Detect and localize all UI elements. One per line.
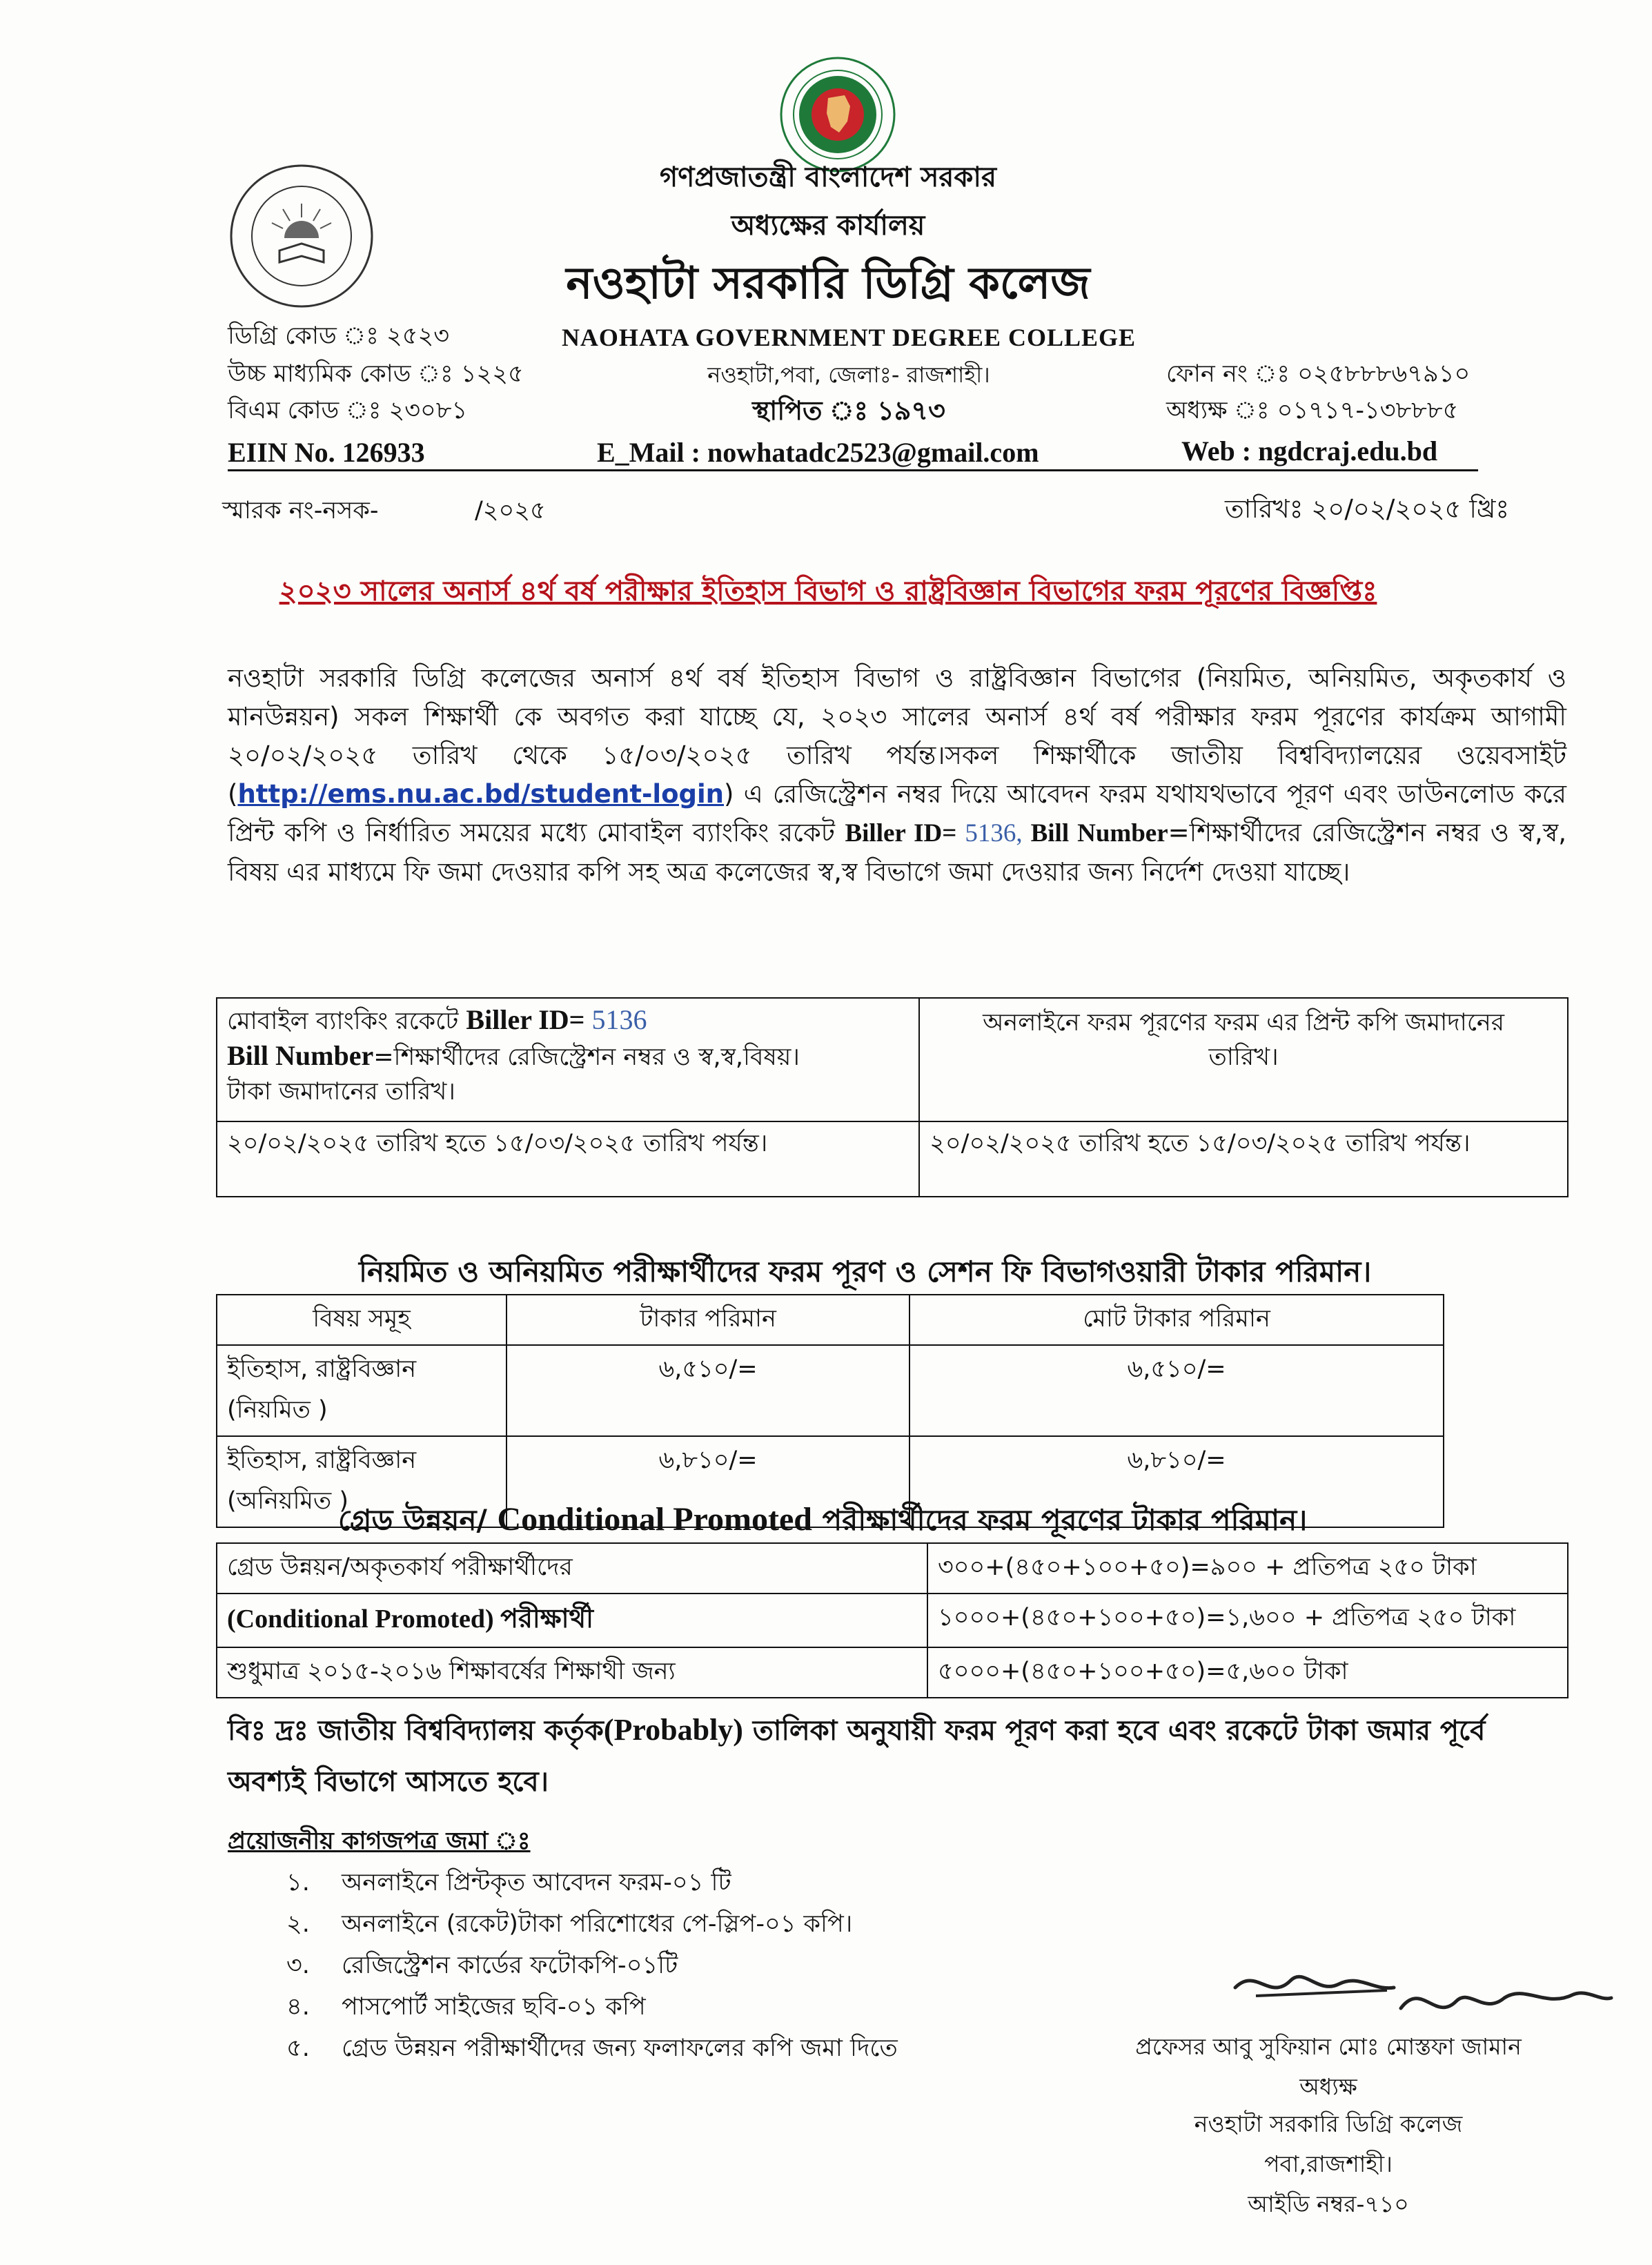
grade-improvement-table xyxy=(216,1542,1569,1698)
grade-cell: (Conditional Promoted) পরীক্ষার্থী xyxy=(217,1594,927,1647)
list-item-number: ৫. xyxy=(286,2034,310,2062)
principal-phone: অধ্যক্ষ ঃ ০১৭১৭-১৩৮৮৮৫ xyxy=(1166,397,1459,424)
payment-date-cell: ২০/০২/২০২৫ তারিখ হতে ১৫/০৩/২০২৫ তারিখ পর্যন্ত। xyxy=(217,1121,919,1197)
list-item xyxy=(286,1946,678,1987)
note-text-1: বিঃ দ্রঃ জাতীয় বিশ্ববিদ্যালয় কর্তৃক xyxy=(228,1715,604,1747)
header-divider xyxy=(228,469,1478,471)
biller-id-label: Biller ID= xyxy=(845,819,957,847)
email: E_Mail : nowhatadc2523@gmail.com xyxy=(597,437,1039,468)
grade-cell: শুধুমাত্র ২০১৫-২০১৬ শিক্ষাবর্ষের শিক্ষাথী জন্য xyxy=(217,1647,927,1698)
established-year: স্থাপিত ঃ ১৯৭৩ xyxy=(752,395,945,426)
notice-date: তারিখঃ ২০/০২/২০২৫ খ্রিঃ xyxy=(1225,494,1510,524)
student-login-link[interactable]: http://ems.nu.ac.bd/student-login xyxy=(237,779,724,809)
fee-cell: ৬,৮১০/= xyxy=(507,1436,909,1527)
website: Web : ngdcraj.edu.bd xyxy=(1181,435,1438,467)
note-text-2: তালিকা অনুযায়ী ফরম পূরণ করা হবে এবং রকেটে টাকা জমার পূর্বে অবশ্যই বিভাগে আসতে হবে। xyxy=(228,1715,1486,1798)
hsc-code: উচ্চ মাধ্যমিক কোড ঃ ১২২৫ xyxy=(228,360,524,388)
notice-body-text-1: নওহাটা সরকারি ডিগ্রি কলেজের অনার্স ৪র্থ বর্ষ ইতিহাস বিভাগ ও রাষ্ট্রবিজ্ঞান বিভাগের (নিয়মিত, অনিয়মিত, অকৃতকার্য ও মানউন্নয়ন) সকল শিক্ষার্থী কে অবগত করা যাচ্ছে যে, ২০২৩ সালের অনার্স ৪র্থ বর্ষ পরীক্ষার ফরম পূরণের কার্যক্রম আগামী ২০/০২/২০২৫ তারিখ থেকে ১৫/০৩/২০২৫ তারিখ পর্যন্ত।সকল শিক্ষার্থীকে জাতীয় বিশ্ববিদ্যালয়ের ওয়েবসাইট ( xyxy=(228,663,1566,809)
print-copy-date-cell: ২০/০২/২০২৫ তারিখ হতে ১৫/০৩/২০২৫ তারিখ পর্যন্ত। xyxy=(919,1121,1568,1197)
list-item-text: রেজিস্ট্রেশন কার্ডের ফটোকপি-০১টি xyxy=(342,1952,678,1979)
payment-biller-label: Biller ID= xyxy=(466,1004,592,1035)
list-item-text: অনলাইনে প্রিন্টকৃত আবেদন ফরম-০১ টি xyxy=(342,1869,731,1896)
list-item-text: পাসপোর্ট সাইজের ছবি-০১ কপি xyxy=(342,1993,646,2021)
college-name-bangla: নওহাটা সরকারি ডিগ্রি কলেজ xyxy=(566,258,1090,309)
payment-bill-number-label: Bill Number xyxy=(227,1040,374,1071)
list-item-number: ৪. xyxy=(286,1993,310,2021)
payment-date-table xyxy=(216,997,1569,1197)
payment-header-cell xyxy=(217,998,919,1121)
list-item-text: অনলাইনে (রকেট)টাকা পরিশোধের পে-স্লিপ-০১ কপি। xyxy=(342,1910,853,1938)
degree-code: ডিগ্রি কোড ঃ ২৫২৩ xyxy=(228,322,449,350)
list-item-number: ৩. xyxy=(286,1952,310,1979)
principal-designation: অধ্যক্ষ xyxy=(1299,2073,1357,2100)
table-row xyxy=(217,1543,1568,1594)
payment-deposit-date-label: টাকা জমাদানের তারিখ। xyxy=(227,1078,455,1106)
note-english: (Probably) xyxy=(603,1713,743,1747)
grade-heading-text-2: পরীক্ষার্থীদের ফরম পূরণের টাকার পরিমান। xyxy=(812,1503,1308,1537)
payment-header-text: মোবাইল ব্যাংকিং রকেটে xyxy=(227,1008,466,1035)
fee-cell: ৬,৫১০/= xyxy=(507,1345,909,1436)
government-line: গণপ্রজাতন্ত্রী বাংলাদেশ সরকার xyxy=(660,161,996,193)
signature-id: আইডি নম্বর-৭১০ xyxy=(1248,2190,1409,2217)
fee-cell: ইতিহাস, রাষ্ট্রবিজ্ঞান (নিয়মিত ) xyxy=(217,1345,507,1436)
payment-bill-number-text: =শিক্ষার্থীদের রেজিস্ট্রেশন নম্বর ও স্ব,স্ব,বিষয়। xyxy=(373,1043,800,1071)
fee-cell: ৬,৮১০/= xyxy=(909,1436,1444,1527)
notice-body xyxy=(228,659,1566,892)
bm-code: বিএম কোড ঃ ২৩০৮১ xyxy=(228,397,468,424)
phone-number: ফোন নং ঃ ০২৫৮৮৮৬৭৯১০ xyxy=(1166,360,1471,388)
payment-biller-id: 5136 xyxy=(591,1004,647,1035)
grade-cell: ১০০০+(৪৫০+১০০+৫০)=১,৬০০ + প্রতিপত্র ২৫০ টাকা xyxy=(927,1594,1568,1647)
fee-col-total: মোট টাকার পরিমান xyxy=(909,1295,1444,1345)
principal-name: প্রফেসর আবু সুফিয়ান মোঃ মোস্তফা জামান xyxy=(1135,2033,1522,2060)
office-line: অধ্যক্ষের কার্যালয় xyxy=(731,210,925,242)
required-documents-heading: প্রয়োজনীয় কাগজপত্র জমা ঃ xyxy=(228,1827,531,1855)
list-item xyxy=(286,1863,731,1904)
college-name-english: NAOHATA GOVERNMENT DEGREE COLLEGE xyxy=(561,324,1137,351)
notice-body-text-2: ) এ রেজিস্ট্রেশন নম্বর দিয়ে আবেদন ফরম যথাযথভাবে পূরণ এবং ডাউনলোড করে প্রিন্ট কপি ও নির্ধারিত সময়ের মধ্যে মোবাইল ব্যাংকিং রকেট xyxy=(228,779,1566,847)
memo-number: স্মারক নং-নসক- xyxy=(222,497,379,524)
fee-cell: ইতিহাস, রাষ্ট্রবিজ্ঞান (অনিয়মিত ) xyxy=(217,1436,507,1527)
table-row xyxy=(217,1594,1568,1647)
college-seal-icon xyxy=(228,162,376,311)
notice-subject: ২০২৩ সালের অনার্স ৪র্থ বর্ষ পরীক্ষার ইতিহাস বিভাগ ও রাষ্ট্রবিজ্ঞান বিভাগের ফরম পূরণের বিজ্ঞপ্তিঃ xyxy=(279,576,1377,607)
memo-year: /২০২৫ xyxy=(475,497,546,524)
list-item-text: গ্রেড উন্নয়ন পরীক্ষার্থীদের জন্য ফলাফলের কপি জমা দিতে xyxy=(342,2034,898,2062)
grade-heading-text-1: গ্রেড উন্নয়ন/ xyxy=(338,1503,498,1537)
bill-number-label: Bill Number xyxy=(1022,819,1168,847)
table-row xyxy=(217,1345,1444,1436)
list-item-number: ২. xyxy=(286,1910,310,1938)
college-address: নওহাটা,পবা, জেলাঃ- রাজশাহী। xyxy=(707,362,990,388)
eiin-number: EIIN No. 126933 xyxy=(228,437,425,468)
fee-cell: ৬,৫১০/= xyxy=(909,1345,1444,1436)
grade-cell: ৫০০০+(৪৫০+১০০+৫০)=৫,৬০০ টাকা xyxy=(927,1647,1568,1698)
grade-table-heading xyxy=(338,1498,1307,1547)
list-item xyxy=(286,1988,646,2028)
fee-col-subject: বিষয় সমূহ xyxy=(217,1295,507,1345)
table-row xyxy=(217,1647,1568,1698)
print-copy-header-cell: অনলাইনে ফরম পূরণের ফরম এর প্রিন্ট কপি জমাদানের তারিখ। xyxy=(919,998,1568,1121)
grade-cell: গ্রেড উন্নয়ন/অকৃতকার্য পরীক্ষার্থীদের xyxy=(217,1543,927,1594)
fee-col-amount: টাকার পরিমান xyxy=(507,1295,909,1345)
notice-body-text-3: =শিক্ষার্থীদের রেজিস্ট্রেশন নম্বর ও স্ব,স্ব, বিষয় এর মাধ্যমে ফি জমা দেওয়ার কপি সহ অত্র কলেজের স্ব,স্ব বিভাগে জমা দেওয়ার জন্য নির্দেশ দেওয়া যাচ্ছে। xyxy=(228,818,1567,887)
signature-location: পবা,রাজশাহী। xyxy=(1264,2150,1393,2177)
important-note xyxy=(228,1705,1525,1807)
list-item xyxy=(286,1905,852,1945)
fee-table xyxy=(216,1294,1444,1528)
grade-heading-english: Conditional Promoted xyxy=(497,1501,812,1538)
biller-id-value: 5136, xyxy=(956,819,1023,847)
grade-cell: ৩০০+(৪৫০+১০০+৫০)=৯০০ + প্রতিপত্র ২৫০ টাকা xyxy=(927,1543,1568,1594)
signature-college: নওহাটা সরকারি ডিগ্রি কলেজ xyxy=(1194,2110,1463,2137)
fee-table-heading: নিয়মিত ও অনিয়মিত পরীক্ষার্থীদের ফরম পূরণ ও সেশন ফি বিভাগওয়ারী টাকার পরিমান। xyxy=(359,1255,1372,1288)
list-item xyxy=(286,2029,898,2070)
list-item-number: ১. xyxy=(286,1869,310,1896)
